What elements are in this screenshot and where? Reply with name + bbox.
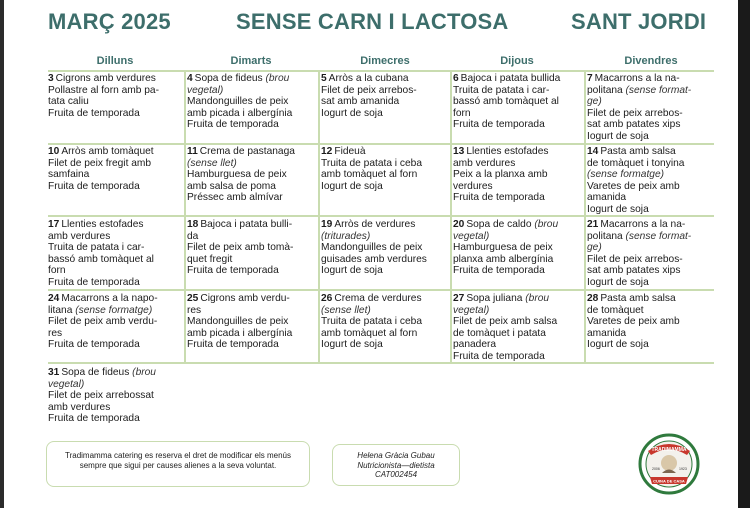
day-number: 3 xyxy=(48,73,54,84)
dish: bassó amb tomàquet al xyxy=(48,253,154,265)
day-heading-friday: Divendres xyxy=(624,55,678,67)
day-number: 17 xyxy=(48,219,60,230)
dish: politana xyxy=(587,84,623,96)
grid-rule xyxy=(184,70,186,362)
dish: Fideuà xyxy=(334,146,366,157)
dish: sat amb patates xips xyxy=(587,119,681,131)
logo-portrait xyxy=(661,455,677,471)
dish-note: (triturades) xyxy=(321,230,371,242)
dish: Varetes de peix amb xyxy=(587,316,680,328)
nutritionist-id: CAT002454 xyxy=(374,470,418,479)
menu-day-18 xyxy=(187,219,321,277)
dessert: Préssec amb almívar xyxy=(187,192,283,204)
dish: amb picada i albergínia xyxy=(187,107,293,119)
dish: Filet de peix arrebos- xyxy=(587,107,683,119)
dish: Sopa juliana xyxy=(466,293,523,304)
dessert: Fruita de temporada xyxy=(48,339,140,351)
menu-header xyxy=(4,9,738,39)
dessert: Fruita de temporada xyxy=(453,350,545,362)
dessert: Fruita de temporada xyxy=(48,276,140,288)
dish-note: (sense llet) xyxy=(321,304,371,316)
dish: amb tomàquet al forn xyxy=(321,327,418,339)
dish: amb verdures xyxy=(48,230,111,242)
dessert: Fruita de temporada xyxy=(187,119,279,131)
dish-note: vegetal) xyxy=(48,378,85,390)
dish: bassó amb tomàquet al xyxy=(453,96,559,108)
dessert: Fruita de temporada xyxy=(453,265,545,277)
dish: da xyxy=(187,230,199,242)
day-number: 25 xyxy=(187,293,199,304)
dish-note: vegetal) xyxy=(453,304,490,316)
menu-day-12 xyxy=(321,146,455,192)
menu-day-26 xyxy=(321,293,455,351)
dessert: Fruita de temporada xyxy=(187,265,279,277)
dish: amb verdures xyxy=(48,401,111,413)
day-number: 21 xyxy=(587,219,599,230)
dish: Crema de pastanaga xyxy=(199,146,295,157)
dish-note: (sense format- xyxy=(625,230,692,242)
dessert: Iogurt de soja xyxy=(321,107,383,119)
day-number: 11 xyxy=(187,146,198,157)
dish: Crema de verdures xyxy=(334,293,422,304)
logo-text-top: TRADIMAMMA xyxy=(651,447,687,453)
dish: quet fregit xyxy=(187,253,233,265)
day-number: 24 xyxy=(48,293,60,304)
day-number: 7 xyxy=(587,73,593,84)
dish: forn xyxy=(48,265,66,277)
dish: de tomàquet i patata xyxy=(453,327,546,339)
dish: Filet de peix arrebos- xyxy=(587,253,683,265)
dessert: Fruita de temporada xyxy=(453,119,545,131)
day-number: 14 xyxy=(587,146,599,157)
dish: Arròs a la cubana xyxy=(328,73,409,84)
dish: Pasta amb salsa xyxy=(600,146,676,157)
day-number: 27 xyxy=(453,293,465,304)
dessert: Fruita de temporada xyxy=(187,339,279,351)
dish: amb picada i albergínia xyxy=(187,327,293,339)
menu-day-5 xyxy=(321,73,455,119)
day-number: 6 xyxy=(453,73,459,84)
dish-note: (brou xyxy=(525,293,550,304)
dish-note: vegetal) xyxy=(187,84,224,96)
dish: Varetes de peix amb xyxy=(587,180,680,192)
dish: Pollastre al forn amb pa- xyxy=(48,84,159,96)
dessert: Iogurt de soja xyxy=(587,276,649,288)
dish: Truita de patata i car- xyxy=(453,84,550,96)
dish: amanida xyxy=(587,327,627,339)
menu-day-27 xyxy=(453,293,587,363)
dish: Cigrons amb verdures xyxy=(55,73,156,84)
menu-day-19 xyxy=(321,219,455,277)
dish: Sopa de fideus xyxy=(194,73,263,84)
dessert: Fruita de temporada xyxy=(48,413,140,425)
dessert: Iogurt de soja xyxy=(321,265,383,277)
dish-note: (sense formatge) xyxy=(587,169,665,181)
day-heading-tuesday: Dimarts xyxy=(230,55,272,67)
disclaimer-text: Tradimamma catering es reserva el dret de modificar els menús sempre que sigui per causes alienes a la seva voluntat. xyxy=(64,451,291,470)
dish: Llenties estofades xyxy=(61,219,144,230)
dish-note: (sense llet) xyxy=(187,157,237,169)
logo-year-left: 2006 xyxy=(652,467,660,471)
dish: Sopa de fideus xyxy=(61,367,130,378)
dish: de tomàquet xyxy=(587,304,644,316)
menu-day-3 xyxy=(48,73,182,119)
dish: Bajoca i patata bullida xyxy=(460,73,561,84)
menu-day-6 xyxy=(453,73,587,131)
dish: Macarrons a la na- xyxy=(594,73,680,84)
menu-day-17 xyxy=(48,219,182,289)
dish: samfaina xyxy=(48,169,90,181)
dish: Llenties estofades xyxy=(466,146,549,157)
dish: Macarrons a la na- xyxy=(600,219,686,230)
dish: Filet de peix fregit amb xyxy=(48,157,152,169)
dish: de tomàquet i tonyina xyxy=(587,157,685,169)
dish: sat amb patates xips xyxy=(587,265,681,277)
dish: Cigrons amb verdu- xyxy=(200,293,290,304)
logo-year-right: 1923 xyxy=(679,467,687,471)
grid-rule xyxy=(48,143,714,145)
dish: Truita de patata i car- xyxy=(48,242,145,254)
menu-page xyxy=(4,0,738,508)
dish: Hamburguesa de peix xyxy=(453,242,553,254)
dish: amb salsa de poma xyxy=(187,180,276,192)
dish-note: (brou xyxy=(265,73,290,84)
dish: tata caliu xyxy=(48,96,89,108)
tradimamma-logo xyxy=(638,433,700,495)
dish: Hamburguesa de peix xyxy=(187,169,287,181)
dish: Mandonguilles de peix xyxy=(321,242,423,254)
day-number: 18 xyxy=(187,219,199,230)
menu-title: SENSE CARN I LACTOSA xyxy=(236,9,509,34)
menu-day-25 xyxy=(187,293,321,351)
menu-day-28 xyxy=(587,293,721,351)
menu-day-24 xyxy=(48,293,182,351)
dish: Bajoca i patata bulli- xyxy=(200,219,293,230)
dish: amanida xyxy=(587,192,627,204)
nutritionist-box xyxy=(332,444,460,486)
dish: planxa amb albergínia xyxy=(453,253,554,265)
dish: Macarrons a la napo- xyxy=(61,293,158,304)
day-number: 19 xyxy=(321,219,333,230)
dish: Filet de peix amb verdu- xyxy=(48,316,158,328)
dish: panadera xyxy=(453,339,497,351)
dish: politana xyxy=(587,230,623,242)
menu-day-7 xyxy=(587,73,721,143)
day-number: 20 xyxy=(453,219,465,230)
dish: guisades amb verdures xyxy=(321,253,427,265)
dish-note: (brou xyxy=(534,219,559,230)
day-number: 5 xyxy=(321,73,327,84)
menu-day-11 xyxy=(187,146,321,204)
dish: amb verdures xyxy=(453,157,516,169)
dish: sat amb amanida xyxy=(321,96,400,108)
dish-note: ge) xyxy=(587,242,602,254)
nutritionist-name: Helena Gràcia Gubau xyxy=(357,451,435,460)
logo-text-bottom: CUINA DE CASA xyxy=(653,478,685,484)
nutritionist-role: Nutricionista—dietista xyxy=(357,460,435,470)
dish: res xyxy=(187,304,202,316)
disclaimer-box xyxy=(46,441,310,487)
dish-note: (sense format- xyxy=(625,84,692,96)
dish: litana xyxy=(48,304,73,316)
day-number: 4 xyxy=(187,73,193,84)
dessert: Iogurt de soja xyxy=(321,339,383,351)
dish-note: ge) xyxy=(587,96,602,108)
dessert: Iogurt de soja xyxy=(587,130,649,142)
dish: Sopa de caldo xyxy=(466,219,532,230)
dish: Mandonguilles de peix xyxy=(187,96,289,108)
grid-rule xyxy=(48,289,714,291)
dessert: Iogurt de soja xyxy=(587,339,649,351)
menu-day-21 xyxy=(587,219,721,289)
dish: verdures xyxy=(453,180,493,192)
screen-edge xyxy=(738,0,750,508)
dish-note: (sense formatge) xyxy=(75,304,153,316)
dish: Arròs amb tomàquet xyxy=(61,146,154,157)
dish: forn xyxy=(453,107,471,119)
school-name: SANT JORDI xyxy=(571,9,707,34)
menu-day-31 xyxy=(48,367,182,425)
dish: Filet de peix amb tomà- xyxy=(187,242,294,254)
grid-rule xyxy=(48,70,714,72)
dessert: Fruita de temporada xyxy=(48,107,140,119)
grid-rule xyxy=(48,362,714,364)
dish: amb tomàquet al forn xyxy=(321,169,418,181)
dish: Filet de peix amb salsa xyxy=(453,316,558,328)
dish-note: (brou xyxy=(132,367,156,378)
dish-note: vegetal) xyxy=(453,230,490,242)
dessert: Fruita de temporada xyxy=(48,180,140,192)
dish: Mandonguilles de peix xyxy=(187,316,289,328)
day-number: 28 xyxy=(587,293,599,304)
month-title: MARÇ 2025 xyxy=(48,9,171,34)
dish: Filet de peix arrebos- xyxy=(321,84,417,96)
dish: Filet de peix arrebossat xyxy=(48,390,154,402)
dish: res xyxy=(48,327,63,339)
dish: Pasta amb salsa xyxy=(600,293,676,304)
dessert: Fruita de temporada xyxy=(453,192,545,204)
day-number: 10 xyxy=(48,146,60,157)
day-number: 31 xyxy=(48,367,60,378)
dessert: Iogurt de soja xyxy=(587,203,649,215)
day-number: 12 xyxy=(321,146,333,157)
day-heading-wednesday: Dimecres xyxy=(360,55,410,67)
menu-day-20 xyxy=(453,219,587,277)
dish: Peix a la planxa amb xyxy=(453,169,548,181)
dish: Truita de patata i ceba xyxy=(321,316,422,328)
dish: Arròs de verdures xyxy=(334,219,416,230)
menu-day-10 xyxy=(48,146,182,192)
dessert: Iogurt de soja xyxy=(321,180,383,192)
menu-day-4 xyxy=(187,73,321,131)
menu-day-13 xyxy=(453,146,587,204)
menu-day-14 xyxy=(587,146,721,216)
day-number: 26 xyxy=(321,293,333,304)
day-heading-thursday: Dijous xyxy=(500,55,534,67)
day-heading-monday: Dilluns xyxy=(96,55,134,67)
day-number: 13 xyxy=(453,146,465,157)
dish: Truita de patata i ceba xyxy=(321,157,422,169)
